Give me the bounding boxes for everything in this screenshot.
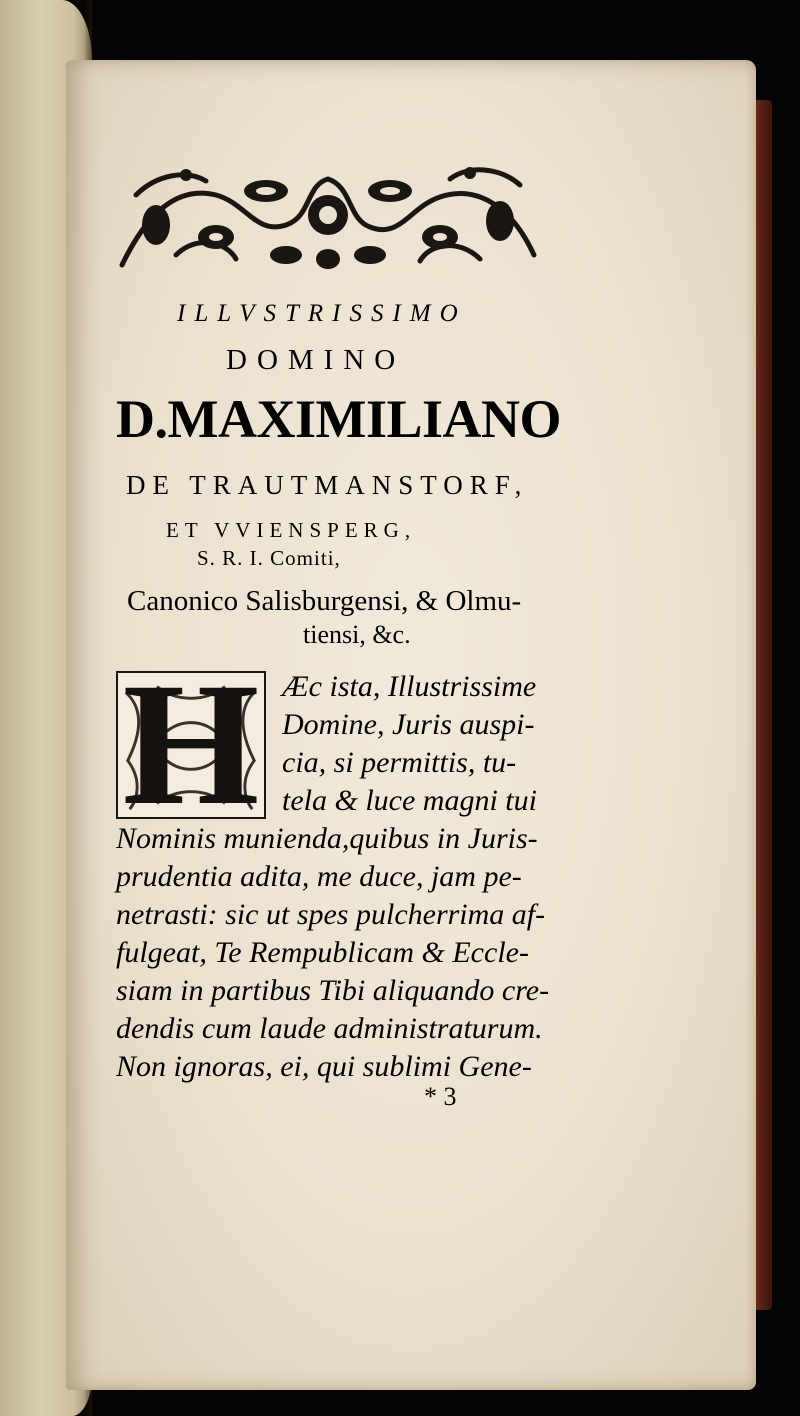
floral-headpiece-icon <box>116 155 540 277</box>
dedication-line-illustrissimo: ILLVSTRISSIMO <box>177 300 467 327</box>
dedication-line-domino: DOMINO <box>226 344 406 376</box>
dedication-name: D.MAXIMILIANO <box>116 389 561 449</box>
body-text-line: netrasti: sic ut spes pulcherrima af- <box>116 898 546 931</box>
dedication-line-comiti: S. R. I. Comiti, <box>197 546 341 570</box>
dedication-line-tiensi: tiensi, &c. <box>303 620 411 649</box>
signature-mark: * 3 <box>424 1082 457 1111</box>
body-text-line: dendis cum laude administraturum. <box>116 1012 543 1045</box>
decorated-initial <box>116 647 266 842</box>
body-text-line: Domine, Juris auspi- <box>282 708 535 741</box>
body-text-line: cia, si permittis, tu- <box>282 746 517 779</box>
dedication-line-canonico: Canonico Salisburgensi, & Olmu- <box>127 585 522 617</box>
body-text-line: siam in partibus Tibi aliquando cre- <box>116 974 550 1007</box>
body-text-line: Æc ista, Illustrissime <box>282 670 537 703</box>
body-text-line: prudentia adita, me duce, jam pe- <box>116 860 522 893</box>
initial-letter: H <box>122 647 260 842</box>
body-text-line: fulgeat, Te Rempublicam & Eccle- <box>116 936 529 969</box>
dedication-line-trautmanstorf: DE TRAUTMANSTORF, <box>126 470 529 500</box>
body-text-line: tela & luce magni tui <box>282 784 537 817</box>
body-text-line: Nominis munienda,quibus in Juris- <box>116 822 538 855</box>
body-text-line: Non ignoras, ei, qui sublimi Gene- <box>116 1050 532 1083</box>
dedication-line-wiensperg: ET VVIENSPERG, <box>166 518 417 542</box>
